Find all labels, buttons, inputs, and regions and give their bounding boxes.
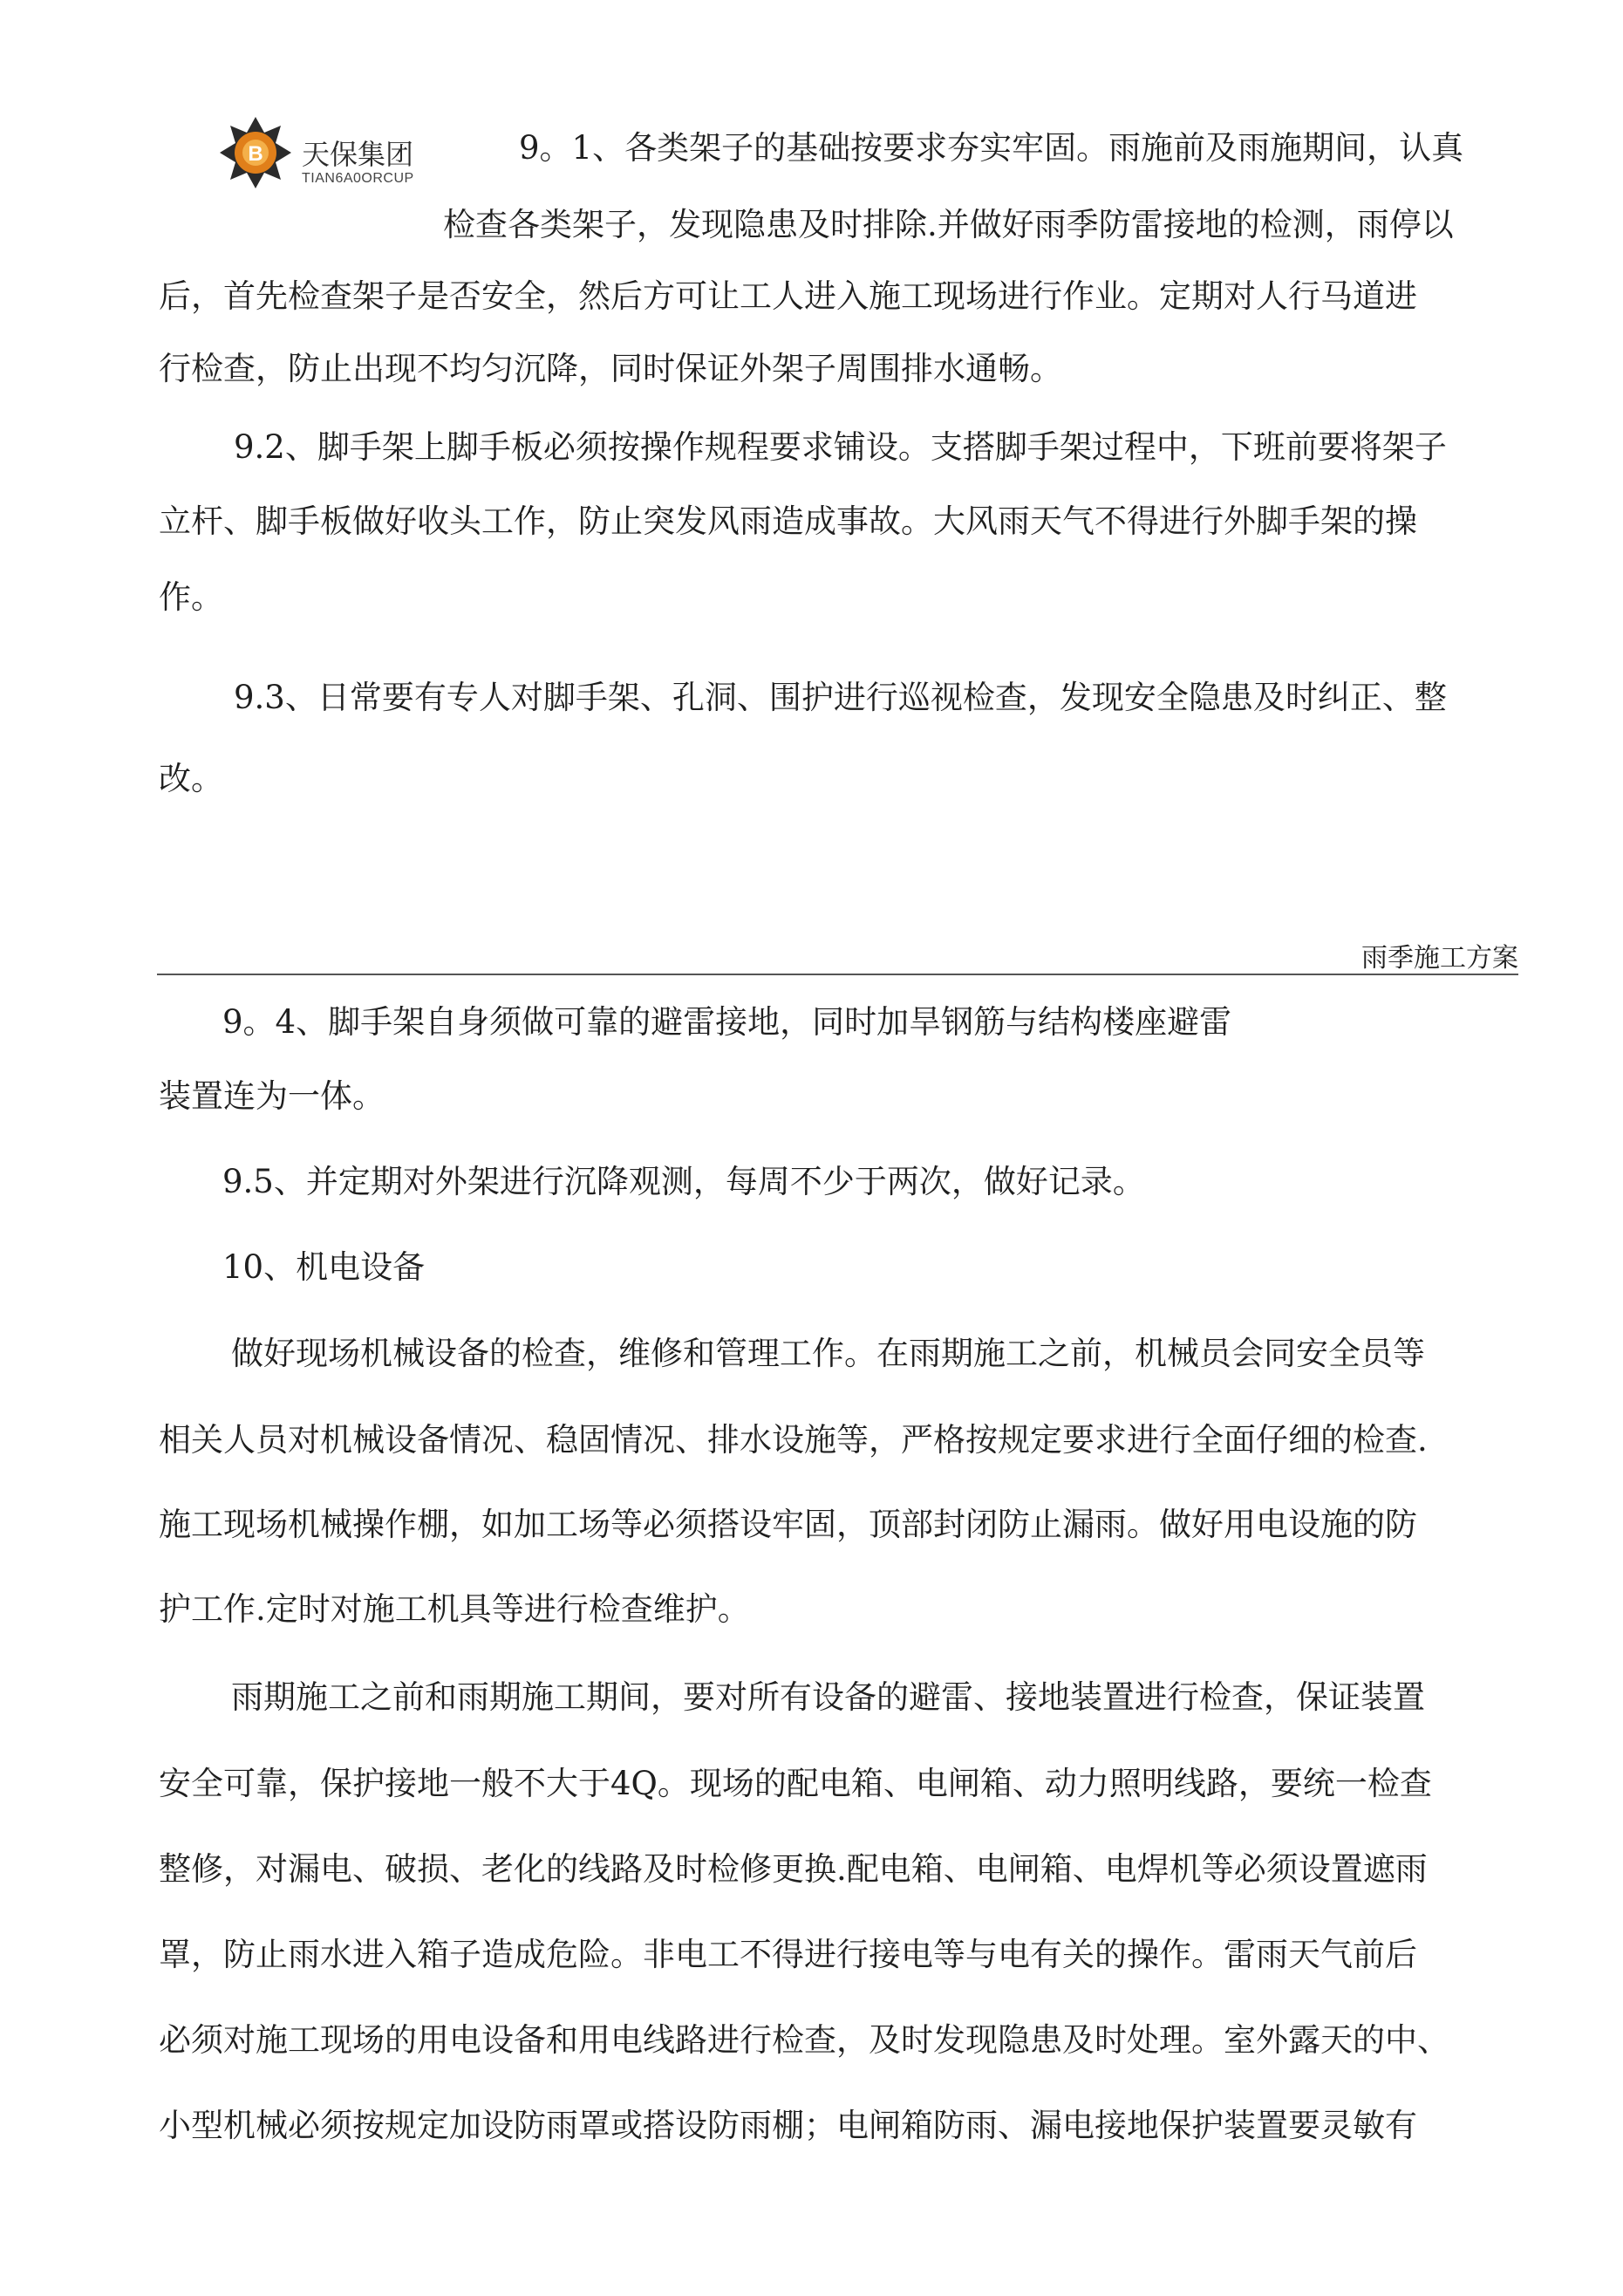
company-logo xyxy=(218,115,445,194)
text-line: 后，首先检查架子是否安全，然后方可让工人进入施工现场进行作业。定期对人行马道进 xyxy=(159,277,1417,315)
logo-name-en: TIAN6A0ORCUP xyxy=(302,171,414,186)
text-line: 9.5、并定期对外架进行沉降观测，每周不少于两次，做好记录。 xyxy=(222,1163,1145,1200)
text-line: 护工作.定时对施工机具等进行检查维护。 xyxy=(159,1590,750,1628)
text-line: 雨期施工之前和雨期施工期间，要对所有设备的避雷、接地装置进行检查，保证装置 xyxy=(231,1678,1425,1716)
text-line: 9.3、日常要有专人对脚手架、孔洞、围护进行巡视检查，发现安全隐患及时纠正、整 xyxy=(234,679,1447,716)
text-line: 相关人员对机械设备情况、稳固情况、排水设施等，严格按规定要求进行全面仔细的检查. xyxy=(159,1421,1428,1459)
text-line: 小型机械必须按规定加设防雨罩或搭设防雨棚；电闸箱防雨、漏电接地保护装置要灵敏有 xyxy=(159,2107,1417,2144)
text-line: 行检查，防止出现不均匀沉降，同时保证外架子周围排水通畅。 xyxy=(159,350,1062,387)
text-line: 9.2、脚手架上脚手板必须按操作规程要求铺设。支搭脚手架过程中，下班前要将架子 xyxy=(234,428,1447,466)
text-line: 罩，防止雨水进入箱子造成危险。非电工不得进行接电等与电有关的操作。雷雨天气前后 xyxy=(159,1936,1417,1973)
text-line: 施工现场机械操作棚，如加工场等必须搭设牢固，顶部封闭防止漏雨。做好用电设施的防 xyxy=(159,1506,1417,1543)
text-line: 必须对施工现场的用电设备和用电线路进行检查，及时发现隐患及时处理。室外露天的中、 xyxy=(159,2021,1449,2059)
text-line: 9。1、各类架子的基础按要求夯实牢固。雨施前及雨施期间，认真 xyxy=(519,129,1464,167)
text-line: 9。4、脚手架自身须做可靠的避雷接地，同时加旱钢筋与结构楼座避雷 xyxy=(222,1003,1232,1041)
text-line: 做好现场机械设备的检查，维修和管理工作。在雨期施工之前，机械员会同安全员等 xyxy=(231,1335,1425,1372)
page-header-title: 雨季施工方案 xyxy=(1361,943,1518,974)
logo-emblem-icon xyxy=(218,115,293,190)
text-line: 装置连为一体。 xyxy=(159,1077,385,1115)
text-line: 安全可靠，保护接地一般不大于4Q。现场的配电箱、电闸箱、动力照明线路，要统一检查 xyxy=(159,1765,1432,1802)
text-line: 10、机电设备 xyxy=(222,1248,426,1286)
text-line: 改。 xyxy=(159,760,223,797)
svg-text:B: B xyxy=(248,142,263,166)
text-line: 整修，对漏电、破损、老化的线路及时检修更换.配电箱、电闸箱、电焊机等必须设置遮雨 xyxy=(159,1850,1428,1888)
text-line: 立杆、脚手板做好收头工作，防止突发风雨造成事故。大风雨天气不得进行外脚手架的操 xyxy=(159,502,1417,540)
text-line: 检查各类架子，发现隐患及时排除.并做好雨季防雷接地的检测，雨停以 xyxy=(443,206,1454,243)
logo-name-cn: 天保集团 xyxy=(302,138,414,171)
header-divider xyxy=(157,974,1518,975)
text-line: 作。 xyxy=(159,578,223,616)
